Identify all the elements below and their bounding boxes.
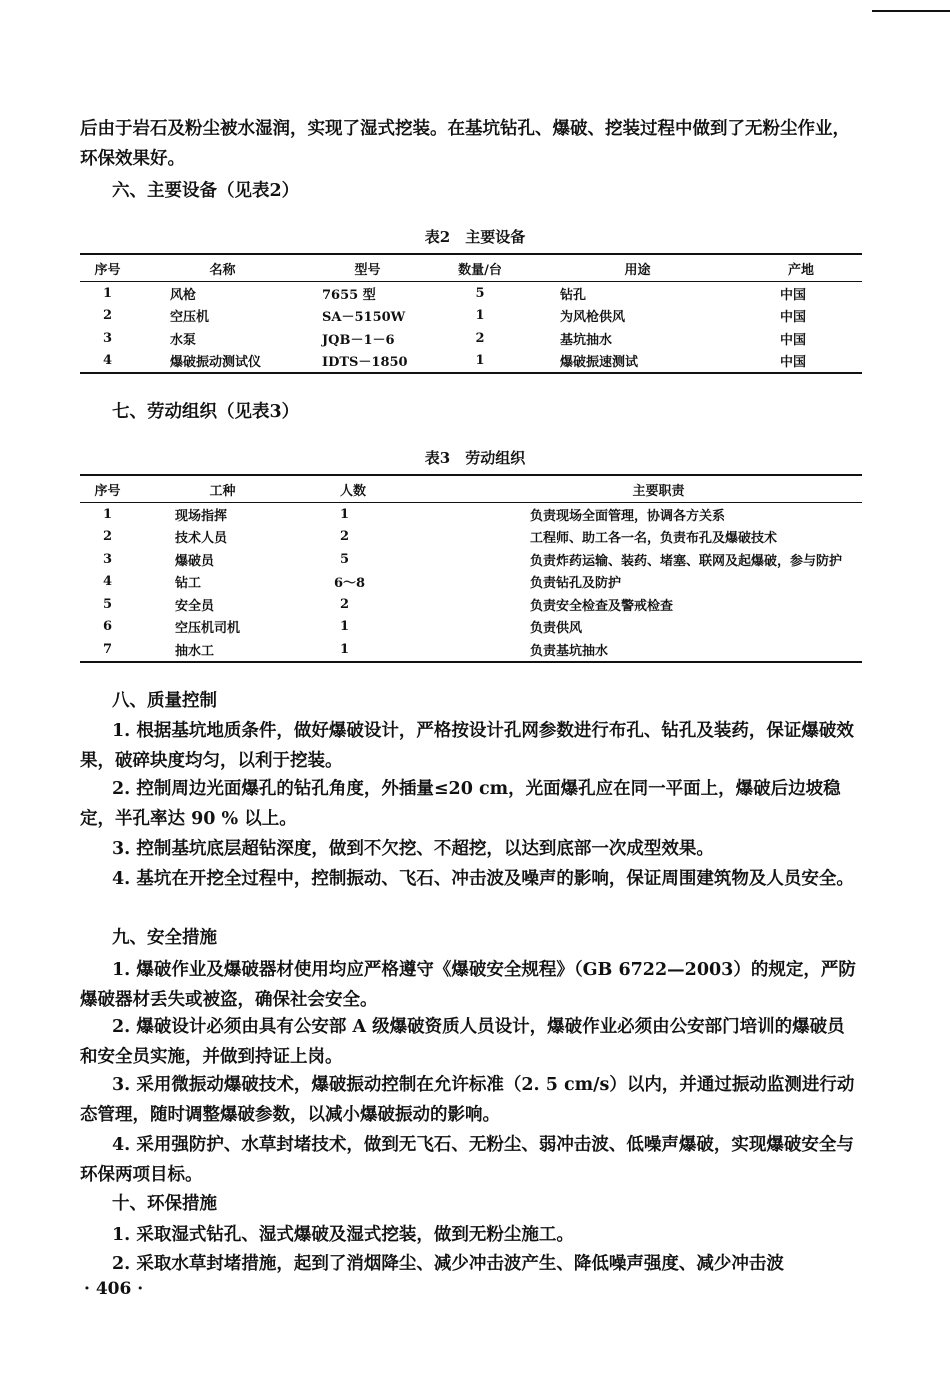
cell-job-type: 爆破员 <box>175 553 215 569</box>
section-8-item-3: 3. 控制基坑底层超钻深度，做到不欠挖、不超挖，以达到底部一次成型效果。 <box>112 839 714 859</box>
cell-job-type: 技术人员 <box>175 531 228 547</box>
table-row <box>80 350 862 374</box>
cell-job-type: 现场指挥 <box>175 508 228 524</box>
table-row <box>80 503 862 526</box>
cell-duties: 负责炸药运输、装药、堵塞、联网及起爆破，参与防护 <box>530 553 843 569</box>
section-8-item-2: 2. 控制周边光面爆孔的钻孔角度，外插量≤20 cm，光面爆孔应在同一平面上，爆破后边坡稳定，半孔率达 90 % 以上。 <box>80 779 841 829</box>
section-7-heading: 七、劳动组织（见表3） <box>112 402 300 422</box>
section-9-item-4: 4. 采用强防护、水草封堵技术，做到无飞石、无粉尘、弱冲击波、低噪声爆破，实现爆破安全与环保两项目标。 <box>80 1135 854 1185</box>
cell-duties: 负责现场全面管理，协调各方关系 <box>530 508 726 524</box>
cell-usage: 为风枪供风 <box>560 310 626 326</box>
header-job-type: 工种 <box>135 475 310 503</box>
cell-index: 4 <box>102 574 113 590</box>
section-9-heading: 九、安全措施 <box>112 928 217 948</box>
section-9-item-1: 1. 爆破作业及爆破器材使用均应严格遵守《爆破安全规程》（GB 6722—2003）的规定，严防爆破器材丢失或被盗，确保社会安全。 <box>80 960 856 1010</box>
table-row <box>80 526 862 549</box>
table-row <box>80 571 862 594</box>
table-row <box>80 616 862 639</box>
section-8-heading: 八、质量控制 <box>112 691 217 711</box>
intro-paragraph: 后由于岩石及粉尘被水湿润，实现了湿式挖装。在基坑钻孔、爆破、挖装过程中做到了无粉尘作业，环保效果好。 <box>80 119 850 169</box>
section-8-item-4: 4. 基坑在开挖全过程中，控制振动、飞石、冲击波及噪声的影响，保证周围建筑物及人员安全。 <box>112 869 854 889</box>
cell-origin: 中国 <box>780 287 807 303</box>
cell-index: 1 <box>102 285 113 301</box>
cell-usage: 钻孔 <box>560 287 587 303</box>
section-6-heading: 六、主要设备（见表2） <box>112 181 300 201</box>
cell-origin: 中国 <box>780 332 807 348</box>
cell-origin: 中国 <box>780 310 807 326</box>
cell-quantity: 5 <box>475 285 485 301</box>
cell-headcount: 1 <box>340 641 350 657</box>
top-rule <box>872 10 950 12</box>
cell-duties: 负责供风 <box>530 621 583 637</box>
page-number: · 406 · <box>84 1279 144 1299</box>
cell-duties: 负责钻孔及防护 <box>530 576 622 592</box>
header-index: 序号 <box>80 475 135 503</box>
cell-job-type: 安全员 <box>175 598 215 614</box>
section-10-item-2: 2. 采取水草封堵措施，起到了消烟降尘、减少冲击波产生、降低噪声强度、减少冲击波 <box>112 1254 784 1274</box>
cell-index: 1 <box>102 506 113 522</box>
cell-quantity: 1 <box>475 353 485 369</box>
cell-usage: 爆破振速测试 <box>560 355 639 371</box>
cell-usage: 基坑抽水 <box>560 332 613 348</box>
section-9-item-3: 3. 采用微振动爆破技术，爆破振动控制在允许标准（2. 5 cm/s）以内，并通过振动监测进行动态管理，随时调整爆破参数，以减小爆破振动的影响。 <box>80 1075 855 1125</box>
cell-headcount: 1 <box>340 506 350 522</box>
cell-model: 7655 型 <box>322 287 376 303</box>
table-row <box>80 282 862 305</box>
cell-model: JQB－1－6 <box>322 332 395 348</box>
cell-headcount: 6～8 <box>334 576 366 592</box>
table-2-caption: 表2 主要设备 <box>424 228 526 246</box>
header-usage: 用途 <box>535 254 740 282</box>
cell-duties: 工程师、助工各一名，负责布孔及爆破技术 <box>530 531 778 547</box>
cell-model: SA－5150W <box>322 310 406 326</box>
cell-headcount: 2 <box>340 596 350 612</box>
cell-name: 爆破振动测试仪 <box>170 355 262 371</box>
header-duties: 主要职责 <box>455 475 862 503</box>
table-3-caption: 表3 劳动组织 <box>424 449 526 467</box>
cell-index: 3 <box>102 551 113 567</box>
cell-job-type: 抽水工 <box>175 643 215 659</box>
header-quantity: 数量/台 <box>425 254 535 282</box>
cell-duties: 负责基坑抽水 <box>530 643 609 659</box>
cell-name: 风枪 <box>170 287 197 303</box>
section-10-item-1: 1. 采取湿式钻孔、湿式爆破及湿式挖装，做到无粉尘施工。 <box>112 1225 574 1245</box>
cell-index: 6 <box>102 619 113 635</box>
section-10-heading: 十、环保措施 <box>112 1194 217 1214</box>
cell-headcount: 2 <box>340 529 350 545</box>
equipment-table <box>80 253 862 374</box>
cell-name: 水泵 <box>170 332 197 348</box>
table-row <box>80 548 862 571</box>
cell-quantity: 1 <box>475 308 485 324</box>
section-9-item-2: 2. 爆破设计必须由具有公安部 A 级爆破资质人员设计，爆破作业必须由公安部门培训的爆破员和安全员实施，并做到持证上岗。 <box>80 1017 845 1067</box>
cell-index: 5 <box>102 596 113 612</box>
cell-index: 4 <box>102 353 113 369</box>
cell-headcount: 5 <box>340 551 350 567</box>
table-header-row <box>80 254 862 282</box>
cell-origin: 中国 <box>780 355 807 371</box>
cell-quantity: 2 <box>475 330 485 346</box>
cell-headcount: 1 <box>340 619 350 635</box>
cell-job-type: 钻工 <box>175 576 202 592</box>
cell-duties: 负责安全检查及警戒检查 <box>530 598 674 614</box>
section-8-item-1: 1. 根据基坑地质条件，做好爆破设计，严格按设计孔网参数进行布孔、钻孔及装药，保证爆破效果，破碎块度均匀，以利于挖装。 <box>80 721 854 771</box>
header-headcount: 人数 <box>310 475 455 503</box>
header-name: 名称 <box>135 254 310 282</box>
cell-index: 7 <box>102 641 113 657</box>
header-index: 序号 <box>80 254 135 282</box>
cell-job-type: 空压机司机 <box>175 621 241 637</box>
table-row <box>80 593 862 616</box>
cell-index: 2 <box>102 529 113 545</box>
table-row <box>80 327 862 350</box>
cell-index: 3 <box>102 330 113 346</box>
header-origin: 产地 <box>740 254 862 282</box>
cell-name: 空压机 <box>170 310 210 326</box>
table-header-row <box>80 475 862 503</box>
table-row <box>80 305 862 328</box>
header-model: 型号 <box>310 254 425 282</box>
labor-table <box>80 474 862 663</box>
cell-index: 2 <box>102 308 113 324</box>
table-row <box>80 638 862 662</box>
cell-model: IDTS－1850 <box>322 355 408 371</box>
